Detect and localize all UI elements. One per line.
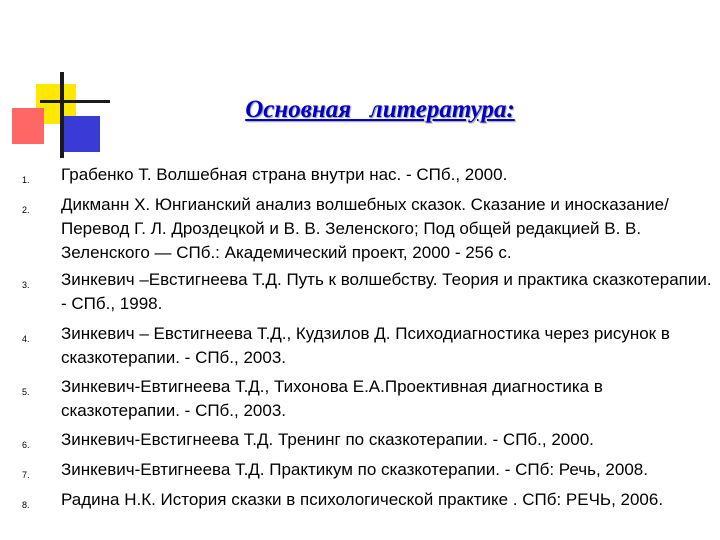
item-text: Зинкевич-Евстигнеева Т.Д. Тренинг по сказкотерапии. - СПб., 2000.	[61, 430, 594, 449]
item-number: 3.	[22, 280, 30, 290]
item-number: 2.	[22, 205, 30, 215]
item-text: Зинкевич –Евстигнеева Т.Д. Путь к волшебству. Теория и практика сказкотерапии. - СПб., 1998.	[61, 270, 712, 313]
item-text: Зинкевич-Евтигнеева Т.Д., Тихонова Е.А.Проективная диагностика в сказкотерапии. - СПб., 2003.	[61, 377, 603, 420]
item-text: Радина Н.К. История сказки в психологической практике . СПб: РЕЧЬ, 2006.	[61, 490, 664, 509]
item-text: Зинкевич – Евстигнеева Т.Д., Кудзилов Д. Психодиагностика через рисунок в сказкотерапии. - СПб., 2003.	[61, 324, 670, 367]
item-text: Дикманн Х. Юнгианский анализ волшебных сказок. Сказание и иносказание/ Перевод Г. Л. Дроздецкой и В. В. Зеленского; Под общей редакцией В. В. Зеленского — СПб.: Академический проект, 2000 - 256 с.	[61, 195, 669, 262]
item-number: 8.	[22, 500, 30, 510]
item-number: 7.	[22, 470, 30, 480]
slide-title: Основная литература:	[245, 96, 515, 123]
item-number: 5.	[22, 387, 30, 397]
item-text: Грабенко Т. Волшебная страна внутри нас. - СПб., 2000.	[61, 165, 508, 184]
item-number: 1.	[22, 175, 30, 185]
item-number: 6.	[22, 440, 30, 450]
item-number: 4.	[22, 334, 30, 344]
item-text: Зинкевич-Евтигнеева Т.Д. Практикум по сказкотерапии. - СПб: Речь, 2008.	[61, 460, 648, 479]
